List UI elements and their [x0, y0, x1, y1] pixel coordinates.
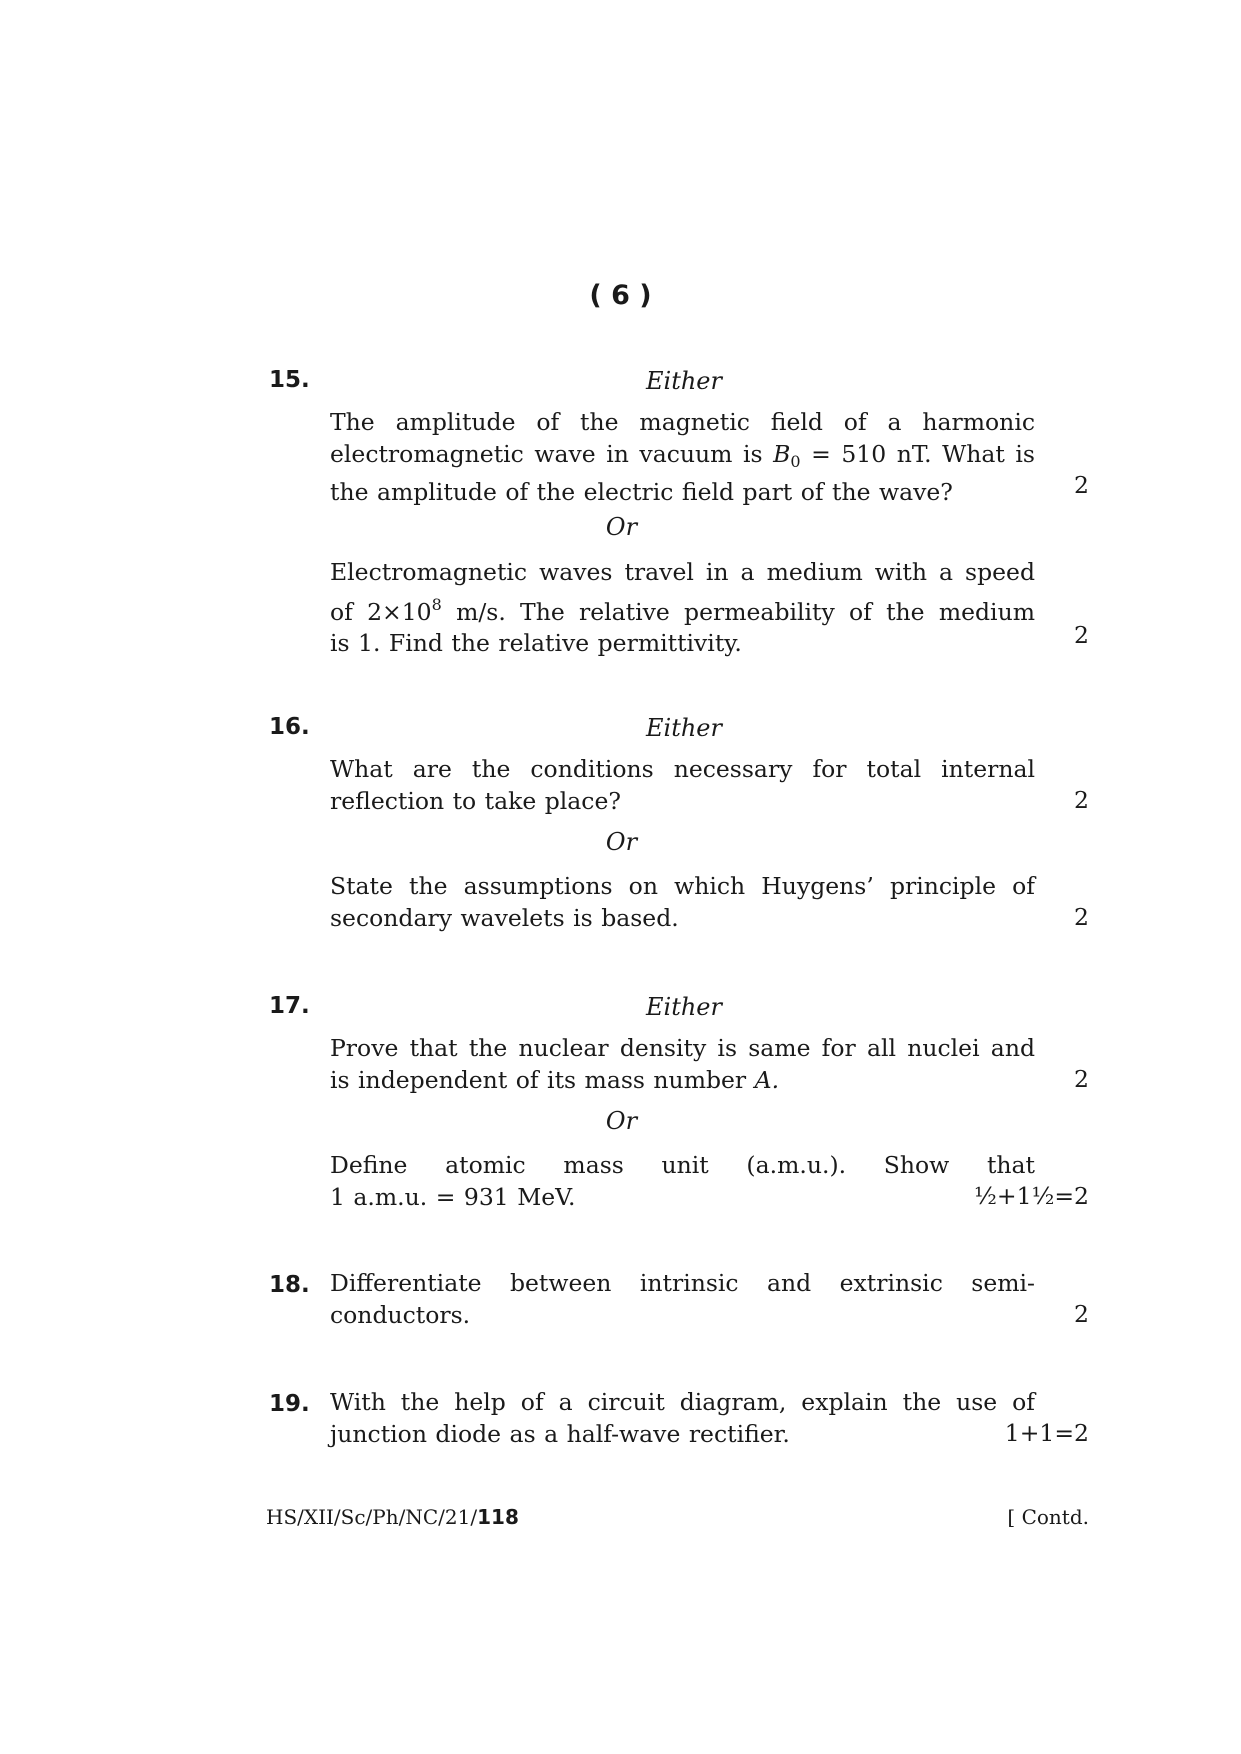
- text-line: Prove that the nuclear density is same for all nuclei and: [330, 1034, 1035, 1062]
- text-line: is independent of its mass number A.: [330, 1065, 780, 1094]
- question-number: 15.: [269, 367, 310, 393]
- text-line: the amplitude of the electric field part of the wave?: [330, 478, 953, 506]
- text-line: is 1. Find the relative permittivity.: [330, 629, 742, 657]
- text-line: State the assumptions on which Huygens’ principle of: [330, 872, 1035, 900]
- question-15-or-text: [330, 557, 1035, 660]
- either-label: Either: [646, 367, 722, 395]
- text-line: With the help of a circuit diagram, explain the use of: [330, 1388, 1035, 1416]
- or-label: Or: [605, 513, 638, 541]
- text-line: secondary wavelets is based.: [330, 903, 679, 932]
- marks: 2: [1074, 471, 1089, 499]
- either-label: Either: [646, 714, 722, 742]
- text-line: What are the conditions necessary for total internal: [330, 755, 1035, 783]
- text-line: Electromagnetic waves travel in a medium with a speed: [330, 558, 1035, 586]
- page-number: ( 6 ): [589, 280, 652, 311]
- question-18-text: [330, 1268, 1035, 1331]
- superscript: 8: [431, 594, 442, 614]
- text-line: Differentiate between intrinsic and extrinsic semi-: [330, 1269, 1035, 1297]
- marks: 2: [1074, 903, 1089, 931]
- continued-label: [ Contd.: [1007, 1505, 1089, 1529]
- symbol-B: B: [773, 439, 791, 468]
- text-line: 1 a.m.u. = 931 MeV.: [330, 1182, 576, 1211]
- text-line: electromagnetic wave in vacuum is $B_0 = 510$ nT. What is: [330, 439, 1035, 471]
- or-label: Or: [605, 828, 638, 856]
- question-17-or-text: [330, 1150, 1035, 1213]
- subscript: 0: [790, 451, 801, 471]
- text-line: Define atomic mass unit (a.m.u.). Show that: [330, 1151, 1035, 1179]
- question-19-text: [330, 1387, 1035, 1450]
- text-line: of $2\times 10^8$ m/s. The relative permeability of the medium: [330, 594, 1035, 626]
- text-line: junction diode as a half-wave rectifier.: [330, 1419, 790, 1448]
- question-number: 18.: [269, 1272, 310, 1298]
- question-16-or-text: [330, 871, 1035, 934]
- text-line: conductors.: [330, 1300, 471, 1329]
- question-number: 19.: [269, 1391, 310, 1417]
- text-line: reflection to take place?: [330, 786, 621, 815]
- marks: 2: [1074, 621, 1089, 649]
- marks: ½+1½=2: [974, 1182, 1089, 1210]
- question-17-either-text: [330, 1033, 1035, 1096]
- question-number: 17.: [269, 993, 310, 1019]
- symbol-A: A.: [754, 1065, 780, 1094]
- marks: 1+1=2: [1004, 1419, 1089, 1447]
- question-16-either-text: [330, 754, 1035, 817]
- question-15-either-text: [330, 407, 1035, 509]
- marks: 2: [1074, 786, 1089, 814]
- paper-code: HS/XII/Sc/Ph/NC/21/118: [266, 1505, 519, 1529]
- question-number: 16.: [269, 714, 310, 740]
- marks: 2: [1074, 1300, 1089, 1328]
- text-line: The amplitude of the magnetic field of a harmonic: [330, 408, 1035, 436]
- or-label: Or: [605, 1107, 638, 1135]
- marks: 2: [1074, 1065, 1089, 1093]
- either-label: Either: [646, 993, 722, 1021]
